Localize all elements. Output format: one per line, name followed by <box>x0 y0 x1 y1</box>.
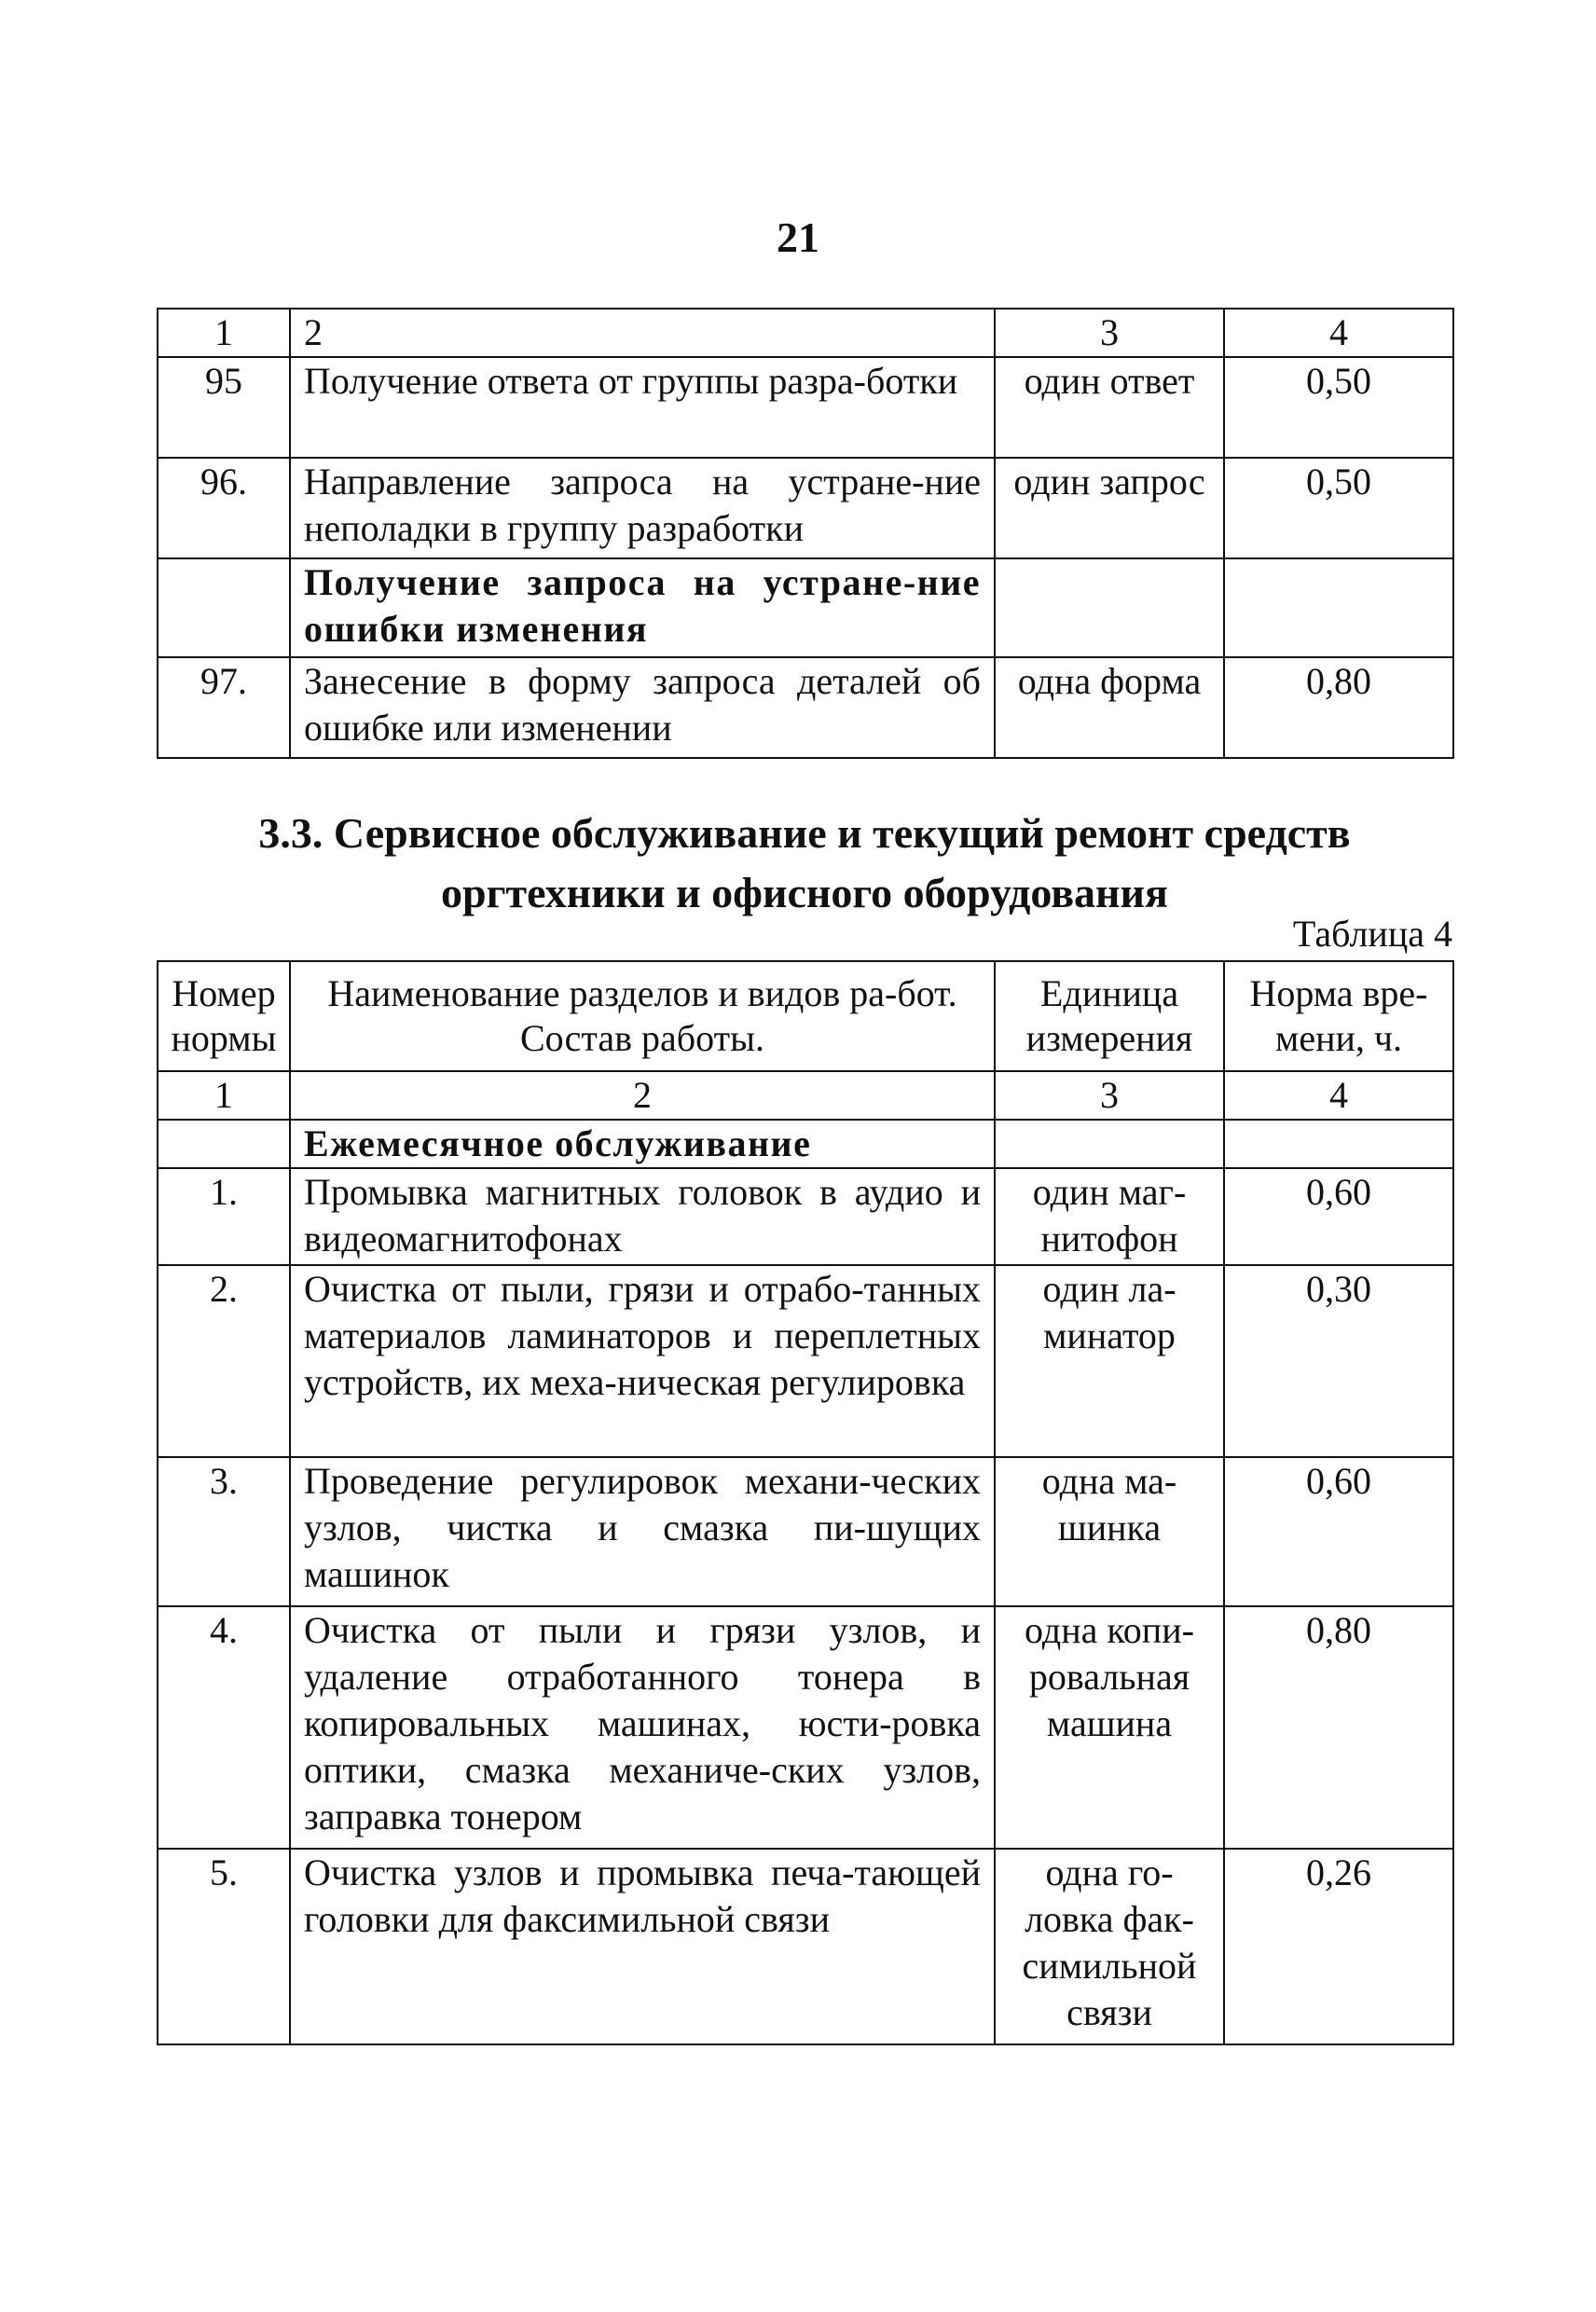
header-work-name: Наименование разделов и видов ра-бот. Состав работы. <box>290 961 995 1071</box>
unit: одна го-ловка фак-симильной связи <box>995 1849 1224 2044</box>
unit: одна копи-ровальная машина <box>995 1606 1224 1849</box>
table-row <box>158 1265 1453 1457</box>
norm-number: 97. <box>158 657 290 758</box>
empty-cell <box>158 1120 290 1168</box>
work-name: Промывка магнитных головок в аудио и видеомагнитофонах <box>290 1168 995 1265</box>
unit: одна ма-шинка <box>995 1457 1224 1606</box>
unit: один ответ <box>995 357 1224 458</box>
norm-number: 3. <box>158 1457 290 1606</box>
page-number: 21 <box>777 213 819 261</box>
section-heading: Ежемесячное обслуживание <box>290 1120 995 1168</box>
column-number: 1 <box>158 309 290 357</box>
unit: одна форма <box>995 657 1224 758</box>
table-row <box>158 458 1453 558</box>
section-heading: Получение запроса на устране-ние ошибки изменения <box>290 558 995 657</box>
norm-number: 5. <box>158 1849 290 2044</box>
time-norm: 0,60 <box>1224 1457 1453 1606</box>
section-row <box>158 1120 1453 1168</box>
table-row <box>158 1457 1453 1606</box>
time-norm: 0,80 <box>1224 657 1453 758</box>
unit: один ла-минатор <box>995 1265 1224 1457</box>
work-name: Очистка от пыли, грязи и отрабо-танных материалов ламинаторов и переплетных устройств, их меха-ническая регулировка <box>290 1265 995 1457</box>
time-norm: 0,60 <box>1224 1168 1453 1265</box>
work-name: Направление запроса на устране-ние неполадки в группу разработки <box>290 458 995 558</box>
column-number: 2 <box>290 1071 995 1120</box>
continued-table <box>157 308 1454 759</box>
header-unit: Единица измерения <box>995 961 1224 1071</box>
table-row <box>158 1849 1453 2044</box>
empty-cell <box>158 558 290 657</box>
work-name: Занесение в форму запроса деталей об ошибке или изменении <box>290 657 995 758</box>
empty-cell <box>1224 1120 1453 1168</box>
time-norm: 0,50 <box>1224 357 1453 458</box>
column-number: 4 <box>1224 309 1453 357</box>
table-row <box>158 657 1453 758</box>
work-name: Получение ответа от группы разра-ботки <box>290 357 995 458</box>
table-4 <box>157 960 1454 2045</box>
work-name: Очистка узлов и промывка печа-тающей головки для факсимильной связи <box>290 1849 995 2044</box>
column-number: 1 <box>158 1071 290 1120</box>
section-title: 3.3. Сервисное обслуживание и текущий ремонт средств оргтехники и офисного оборудования <box>258 809 1351 916</box>
column-number: 3 <box>995 1071 1224 1120</box>
empty-cell <box>1224 558 1453 657</box>
column-number-row <box>158 309 1453 357</box>
header-norm-number: Номер нормы <box>158 961 290 1071</box>
norm-number: 2. <box>158 1265 290 1457</box>
norm-number: 4. <box>158 1606 290 1849</box>
table-label: Таблица 4 <box>1292 913 1452 955</box>
unit: один запрос <box>995 458 1224 558</box>
table-row <box>158 1168 1453 1265</box>
time-norm: 0,80 <box>1224 1606 1453 1849</box>
column-number: 2 <box>290 309 995 357</box>
column-number-row <box>158 1071 1453 1120</box>
column-number: 4 <box>1224 1071 1453 1120</box>
time-norm: 0,50 <box>1224 458 1453 558</box>
table-row <box>158 357 1453 458</box>
time-norm: 0,26 <box>1224 1849 1453 2044</box>
work-name: Очистка от пыли и грязи узлов, и удаление отработанного тонера в копировальных машинах, юсти-ровка оптики, смазка механиче-ских узлов, заправка тонером <box>290 1606 995 1849</box>
time-norm: 0,30 <box>1224 1265 1453 1457</box>
column-number: 3 <box>995 309 1224 357</box>
norm-number: 95 <box>158 357 290 458</box>
header-row <box>158 961 1453 1071</box>
unit: один маг-нитофон <box>995 1168 1224 1265</box>
norm-number: 96. <box>158 458 290 558</box>
norm-number: 1. <box>158 1168 290 1265</box>
section-row <box>158 558 1453 657</box>
header-time-norm: Норма вре-мени, ч. <box>1224 961 1453 1071</box>
empty-cell <box>995 558 1224 657</box>
table-row <box>158 1606 1453 1849</box>
work-name: Проведение регулировок механи-ческих узлов, чистка и смазка пи-шущих машинок <box>290 1457 995 1606</box>
empty-cell <box>995 1120 1224 1168</box>
